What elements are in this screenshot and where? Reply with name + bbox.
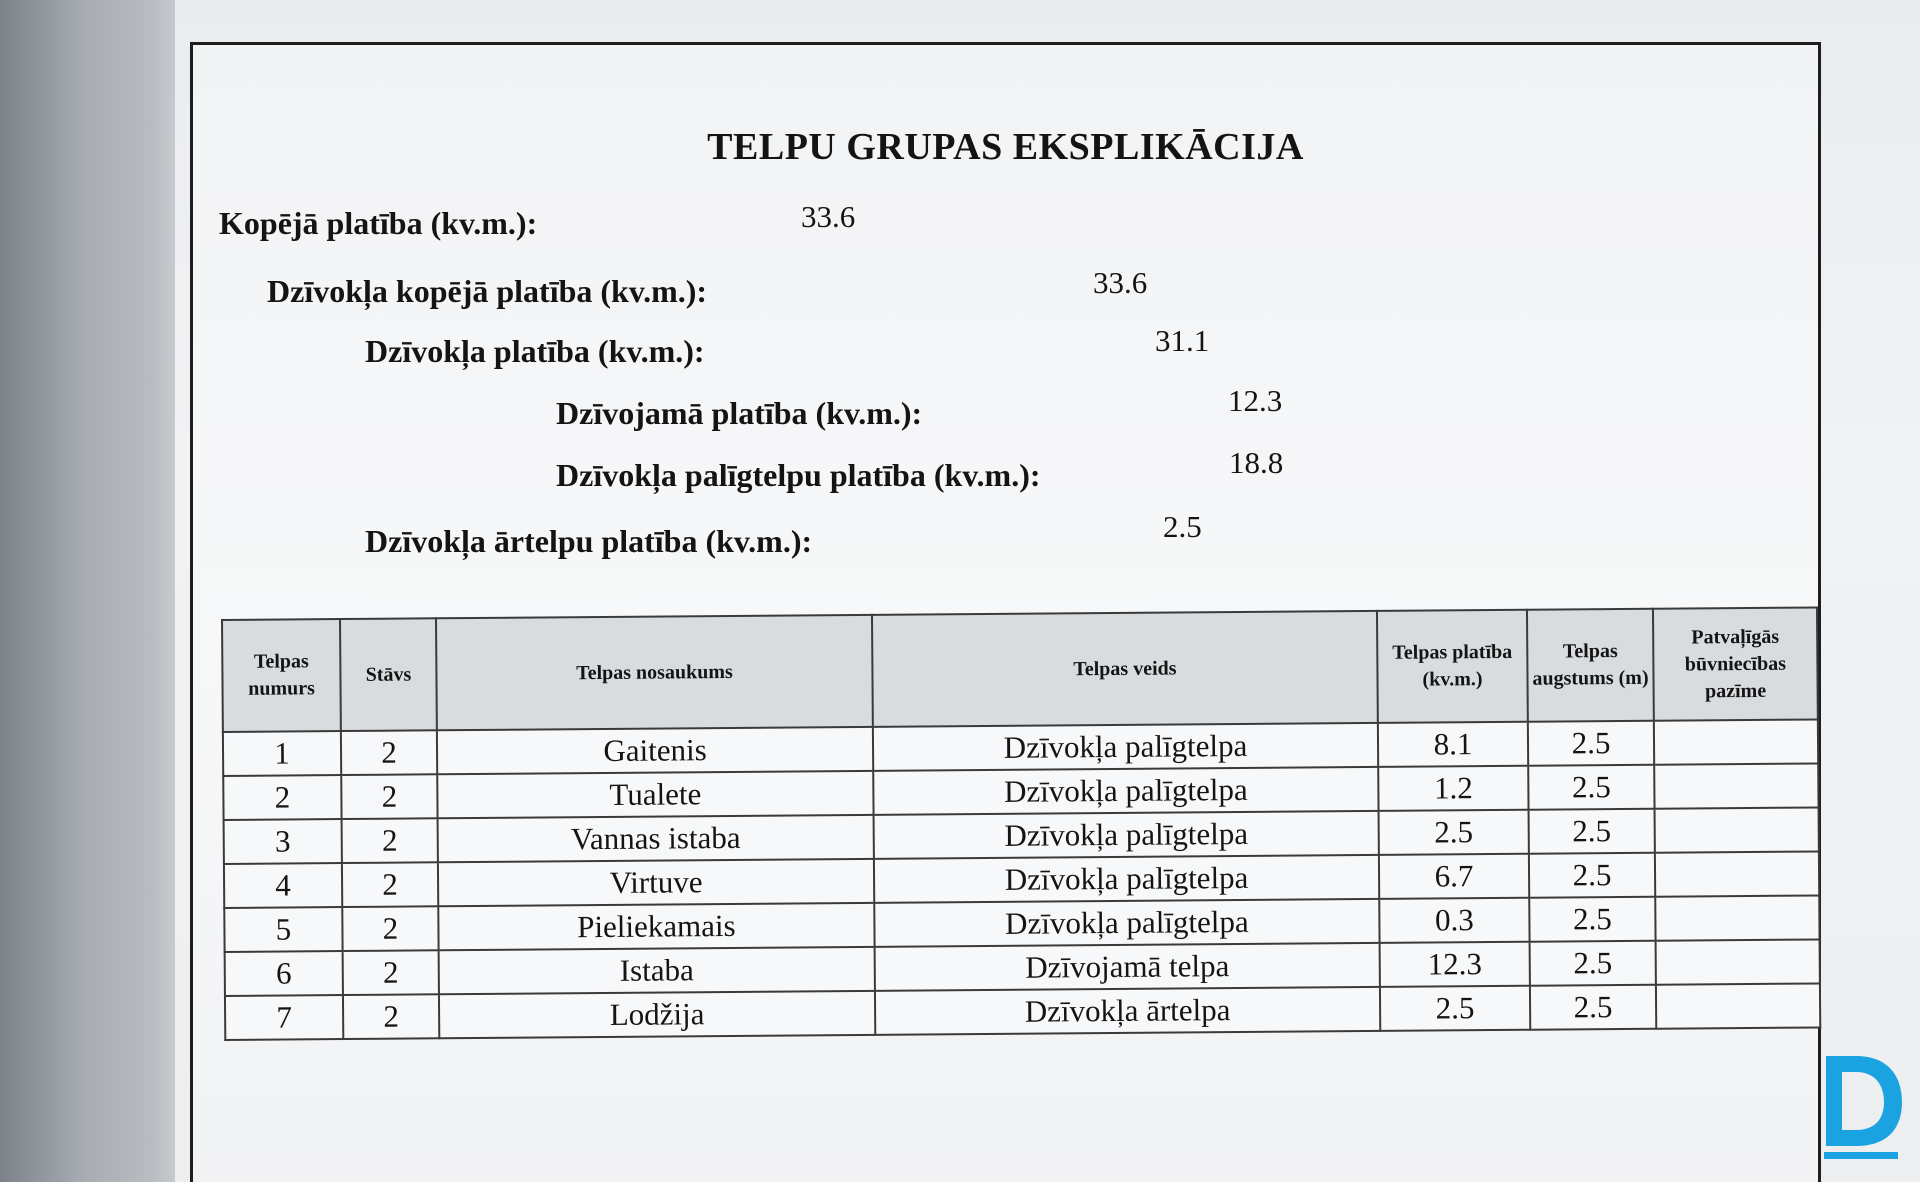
header-floor: Stāvs [340,618,437,731]
summary-value-outdoor-area: 2.5 [1163,509,1202,544]
cell-room-type: Dzīvokļa palīgtelpa [874,899,1379,947]
cell-room-name: Istaba [439,947,875,994]
cell-room-name: Tualete [437,771,873,818]
summary-value-living-area: 12.3 [1228,383,1283,418]
header-unauthorized-construction: Patvaļīgās būvniecības pazīme [1653,607,1818,720]
cell-room-type: Dzīvokļa ārtelpa [875,987,1380,1035]
cell-unauthorized-construction [1655,807,1819,852]
cell-room-type: Dzīvokļa palīgtelpa [873,767,1378,815]
cell-floor: 2 [343,994,439,1039]
cell-room-name: Lodžija [439,991,875,1038]
cell-room-height: 2.5 [1530,941,1656,986]
cell-unauthorized-construction [1654,763,1818,808]
cell-room-area: 8.1 [1378,722,1528,767]
cell-room-area: 12.3 [1380,942,1530,987]
cell-floor: 2 [342,818,438,863]
d-logo-underline [1824,1152,1898,1159]
summary-value-total-area: 33.6 [801,199,856,234]
room-explication-table [221,606,1821,1041]
document-title: TELPU GRUPAS EKSPLIKĀCIJA [707,126,1304,168]
cell-room-number: 2 [223,775,341,820]
document-frame [190,42,1821,1182]
cell-room-name: Virtuve [438,859,874,906]
cell-room-area: 2.5 [1380,986,1530,1031]
cell-unauthorized-construction [1656,983,1820,1028]
header-room-area: Telpas platība (kv.m.) [1377,610,1528,723]
summary-label-auxiliary-area: Dzīvokļa palīgtelpu platība (kv.m.): [556,457,1041,493]
cell-floor: 2 [342,906,438,951]
header-room-name: Telpas nosaukums [436,615,873,730]
cell-unauthorized-construction [1655,895,1819,940]
d-logo-icon [1816,1044,1908,1164]
cell-room-area: 2.5 [1379,810,1529,855]
cell-room-name: Pieliekamais [438,903,874,950]
summary-value-apartment-total-area: 33.6 [1093,265,1148,300]
header-room-type: Telpas veids [872,611,1378,727]
cell-room-number: 6 [225,951,343,996]
cell-room-area: 1.2 [1378,766,1528,811]
cell-floor: 2 [341,730,437,775]
summary-value-auxiliary-area: 18.8 [1229,445,1284,480]
cell-room-number: 4 [224,863,342,908]
cell-room-number: 5 [224,907,342,952]
cell-room-type: Dzīvokļa palīgtelpa [874,855,1379,903]
summary-label-outdoor-area: Dzīvokļa ārtelpu platība (kv.m.): [365,523,813,559]
cell-room-type: Dzīvojamā telpa [875,943,1380,991]
cell-unauthorized-construction [1655,851,1819,896]
cell-room-name: Gaitenis [437,727,873,774]
summary-value-apartment-area: 31.1 [1155,323,1210,358]
cell-room-height: 2.5 [1528,765,1654,810]
cell-unauthorized-construction [1654,719,1818,764]
cell-room-number: 1 [223,731,341,776]
cell-room-area: 0.3 [1379,898,1529,943]
cell-floor: 2 [341,774,437,819]
summary-label-apartment-total-area: Dzīvokļa kopējā platība (kv.m.): [267,273,708,309]
summary-label-living-area: Dzīvojamā platība (kv.m.): [556,395,923,431]
cell-room-type: Dzīvokļa palīgtelpa [873,723,1378,771]
cell-room-name: Vannas istaba [438,815,874,862]
cell-room-number: 7 [225,995,343,1040]
cell-room-area: 6.7 [1379,854,1529,899]
cell-room-height: 2.5 [1529,809,1655,854]
header-room-number: Telpas numurs [222,619,341,732]
cell-room-type: Dzīvokļa palīgtelpa [874,811,1379,859]
cell-room-height: 2.5 [1530,985,1656,1030]
book-spine [0,0,190,1182]
summary-label-apartment-area: Dzīvokļa platība (kv.m.): [365,333,705,369]
cell-room-height: 2.5 [1528,721,1654,766]
cell-room-number: 3 [224,819,342,864]
cell-floor: 2 [342,862,438,907]
table-header-row [222,607,1818,732]
summary-label-total-area: Kopējā platība (kv.m.): [219,205,538,241]
d-logo-letter [1826,1056,1902,1146]
cell-room-height: 2.5 [1529,897,1655,942]
cell-unauthorized-construction [1656,939,1820,984]
cell-room-height: 2.5 [1529,853,1655,898]
header-room-height: Telpas augstums (m) [1527,609,1654,722]
cell-floor: 2 [343,950,439,995]
